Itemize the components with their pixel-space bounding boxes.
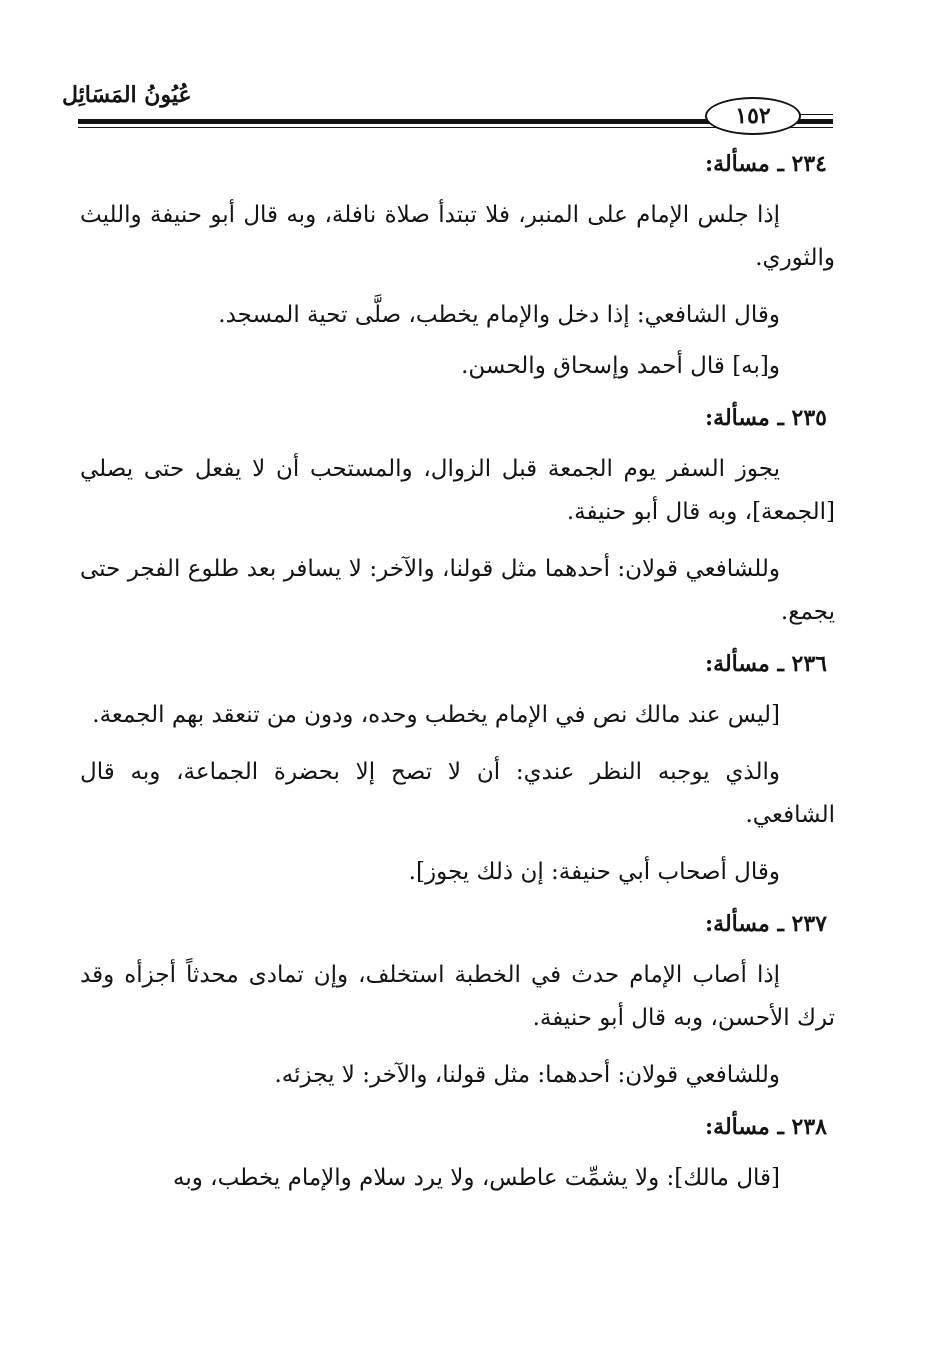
- section-heading-236: ٢٣٦ ـ مسألة:: [705, 651, 827, 677]
- paragraph: وقال أصحاب أبي حنيفة: إن ذلك يجوز].: [408, 859, 780, 885]
- paragraph: والذي يوجبه النظر عندي: أن لا تصح إلا بحضرة الجماعة، وبه قال الشافعي.: [80, 759, 835, 828]
- section-heading-238: ٢٣٨ ـ مسألة:: [705, 1114, 827, 1140]
- paragraph: [قال مالك]: ولا يشمِّت عاطس، ولا يرد سلام والإمام يخطب، وبه: [173, 1165, 780, 1191]
- paragraph: وللشافعي قولان: أحدهما مثل قولنا، والآخر: لا يسافر بعد طلوع الفجر حتى يجمع.: [80, 556, 835, 625]
- page-content: [80, 142, 835, 1208]
- paragraph: إذا أصاب الإمام حدث في الخطبة استخلف، وإن تمادى محدثاً أجزأه وقد ترك الأحسن، وبه قال أبو حنيفة.: [80, 962, 835, 1031]
- paragraph: وقال الشافعي: إذا دخل والإمام يخطب، صلَّى تحية المسجد.: [218, 302, 780, 328]
- paragraph: [ليس عند مالك نص في الإمام يخطب وحده، ودون من تنعقد بهم الجمعة.: [92, 702, 780, 728]
- running-title: عُيُونُ المَسَائِل: [62, 82, 192, 108]
- page-number-badge: ١٥٢: [705, 97, 801, 135]
- section-heading-237: ٢٣٧ ـ مسألة:: [705, 911, 827, 937]
- paragraph: إذا جلس الإمام على المنبر، فلا تبتدأ صلاة نافلة، وبه قال أبو حنيفة والليث والثوري.: [80, 202, 835, 271]
- section-heading-234: ٢٣٤ ـ مسألة:: [705, 151, 827, 177]
- paragraph: يجوز السفر يوم الجمعة قبل الزوال، والمستحب أن لا يفعل حتى يصلي [الجمعة]، وبه قال أبو حنيفة.: [80, 456, 835, 525]
- section-heading-235: ٢٣٥ ـ مسألة:: [705, 405, 827, 431]
- paragraph: و[به] قال أحمد وإسحاق والحسن.: [461, 353, 780, 379]
- paragraph: وللشافعي قولان: أحدهما: مثل قولنا، والآخر: لا يجزئه.: [274, 1062, 780, 1088]
